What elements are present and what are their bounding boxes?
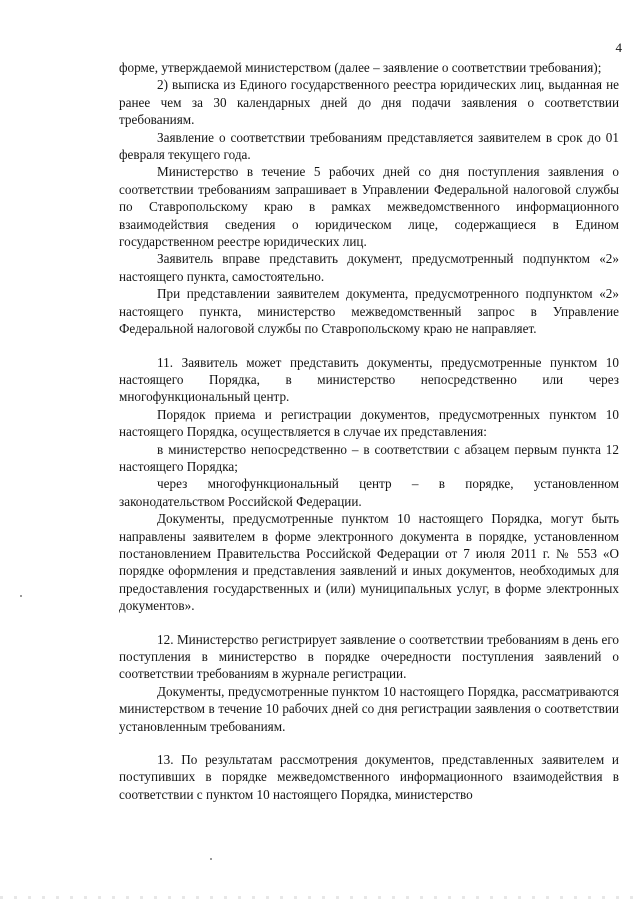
paragraph: 2) выписка из Единого государственного реестра юридических лиц, выданная не ранее чем за 30 календарных дней до дня подачи заявления о соответствии требованиям. <box>119 77 619 128</box>
paragraph: через многофункциональный центр – в порядке, установленном законодательством Российской Федерации. <box>119 476 619 509</box>
paragraph: Заявитель вправе представить документ, предусмотренный подпунктом «2» настоящего пункта, самостоятельно. <box>119 251 619 284</box>
scan-edge-artifact <box>0 896 640 899</box>
paragraph: Заявление о соответствии требованиям представляется заявителем в срок до 01 февраля текущего года. <box>119 129 619 163</box>
scan-artifact <box>210 858 212 860</box>
paragraph-gap <box>119 338 619 354</box>
paragraph: форме, утверждаемой министерством (далее – заявление о соответствии требования); <box>119 60 602 75</box>
paragraph: При представлении заявителем документа, предусмотренного подпунктом «2» настоящего пункта, министерство межведомственный запрос в Управление Федеральной налоговой службы по Ставропольскому краю не направляет. <box>119 286 619 337</box>
document-body <box>119 59 619 803</box>
paragraph: Документы, предусмотренные пунктом 10 настоящего Порядка, рассматриваются министерством в течение 10 рабочих дней со дня регистрации заявления о соответствии установленным требованиям. <box>119 683 619 734</box>
paragraph: Министерство в течение 5 рабочих дней со дня поступления заявления о соответствии требованиям запрашивает в Управлении Федеральной налоговой службы по Ставропольскому краю в рамках межведомственного информационного взаимодействия сведения о юридическом лице, содержащиеся в Едином государственном реестре юридических лиц. <box>119 164 619 250</box>
paragraph: Порядок приема и регистрации документов, предусмотренных пунктом 10 настоящего Порядка, осуществляется в случае их представления: <box>119 406 619 440</box>
page-number: 4 <box>615 40 622 55</box>
scan-artifact <box>20 595 22 597</box>
paragraph: в министерство непосредственно – в соответствии с абзацем первым пункта 12 настоящего Порядка; <box>119 441 619 474</box>
paragraph: Документы, предусмотренные пунктом 10 настоящего Порядка, могут быть направлены заявителем в форме электронного документа в порядке, установленном постановлением Правительства Российской Федерации от 7 июля 2011 г. № 553 «О порядке оформления и представления заявлений и иных документов, необходимых для предоставления государственных и (или) муниципальных услуг, в форме электронных документов». <box>119 511 619 614</box>
paragraph: 12. Министерство регистрирует заявление о соответствии требованиям в день его поступления в министерство в порядке очередности поступления заявлений о соответствии требованиям в журнале регистрации. <box>119 631 619 682</box>
paragraph-gap <box>119 735 619 751</box>
paragraph: 13. По результатам рассмотрения документов, представленных заявителем и поступивших в порядке межведомственного информационного взаимодействия в соответствии с пунктом 10 настоящего Порядка, министерство <box>119 752 619 802</box>
paragraph-gap <box>119 615 619 631</box>
paragraph: 11. Заявитель может представить документы, предусмотренные пунктом 10 настоящего Порядка, в министерство непосредственно или через многофункциональный центр. <box>119 354 619 405</box>
